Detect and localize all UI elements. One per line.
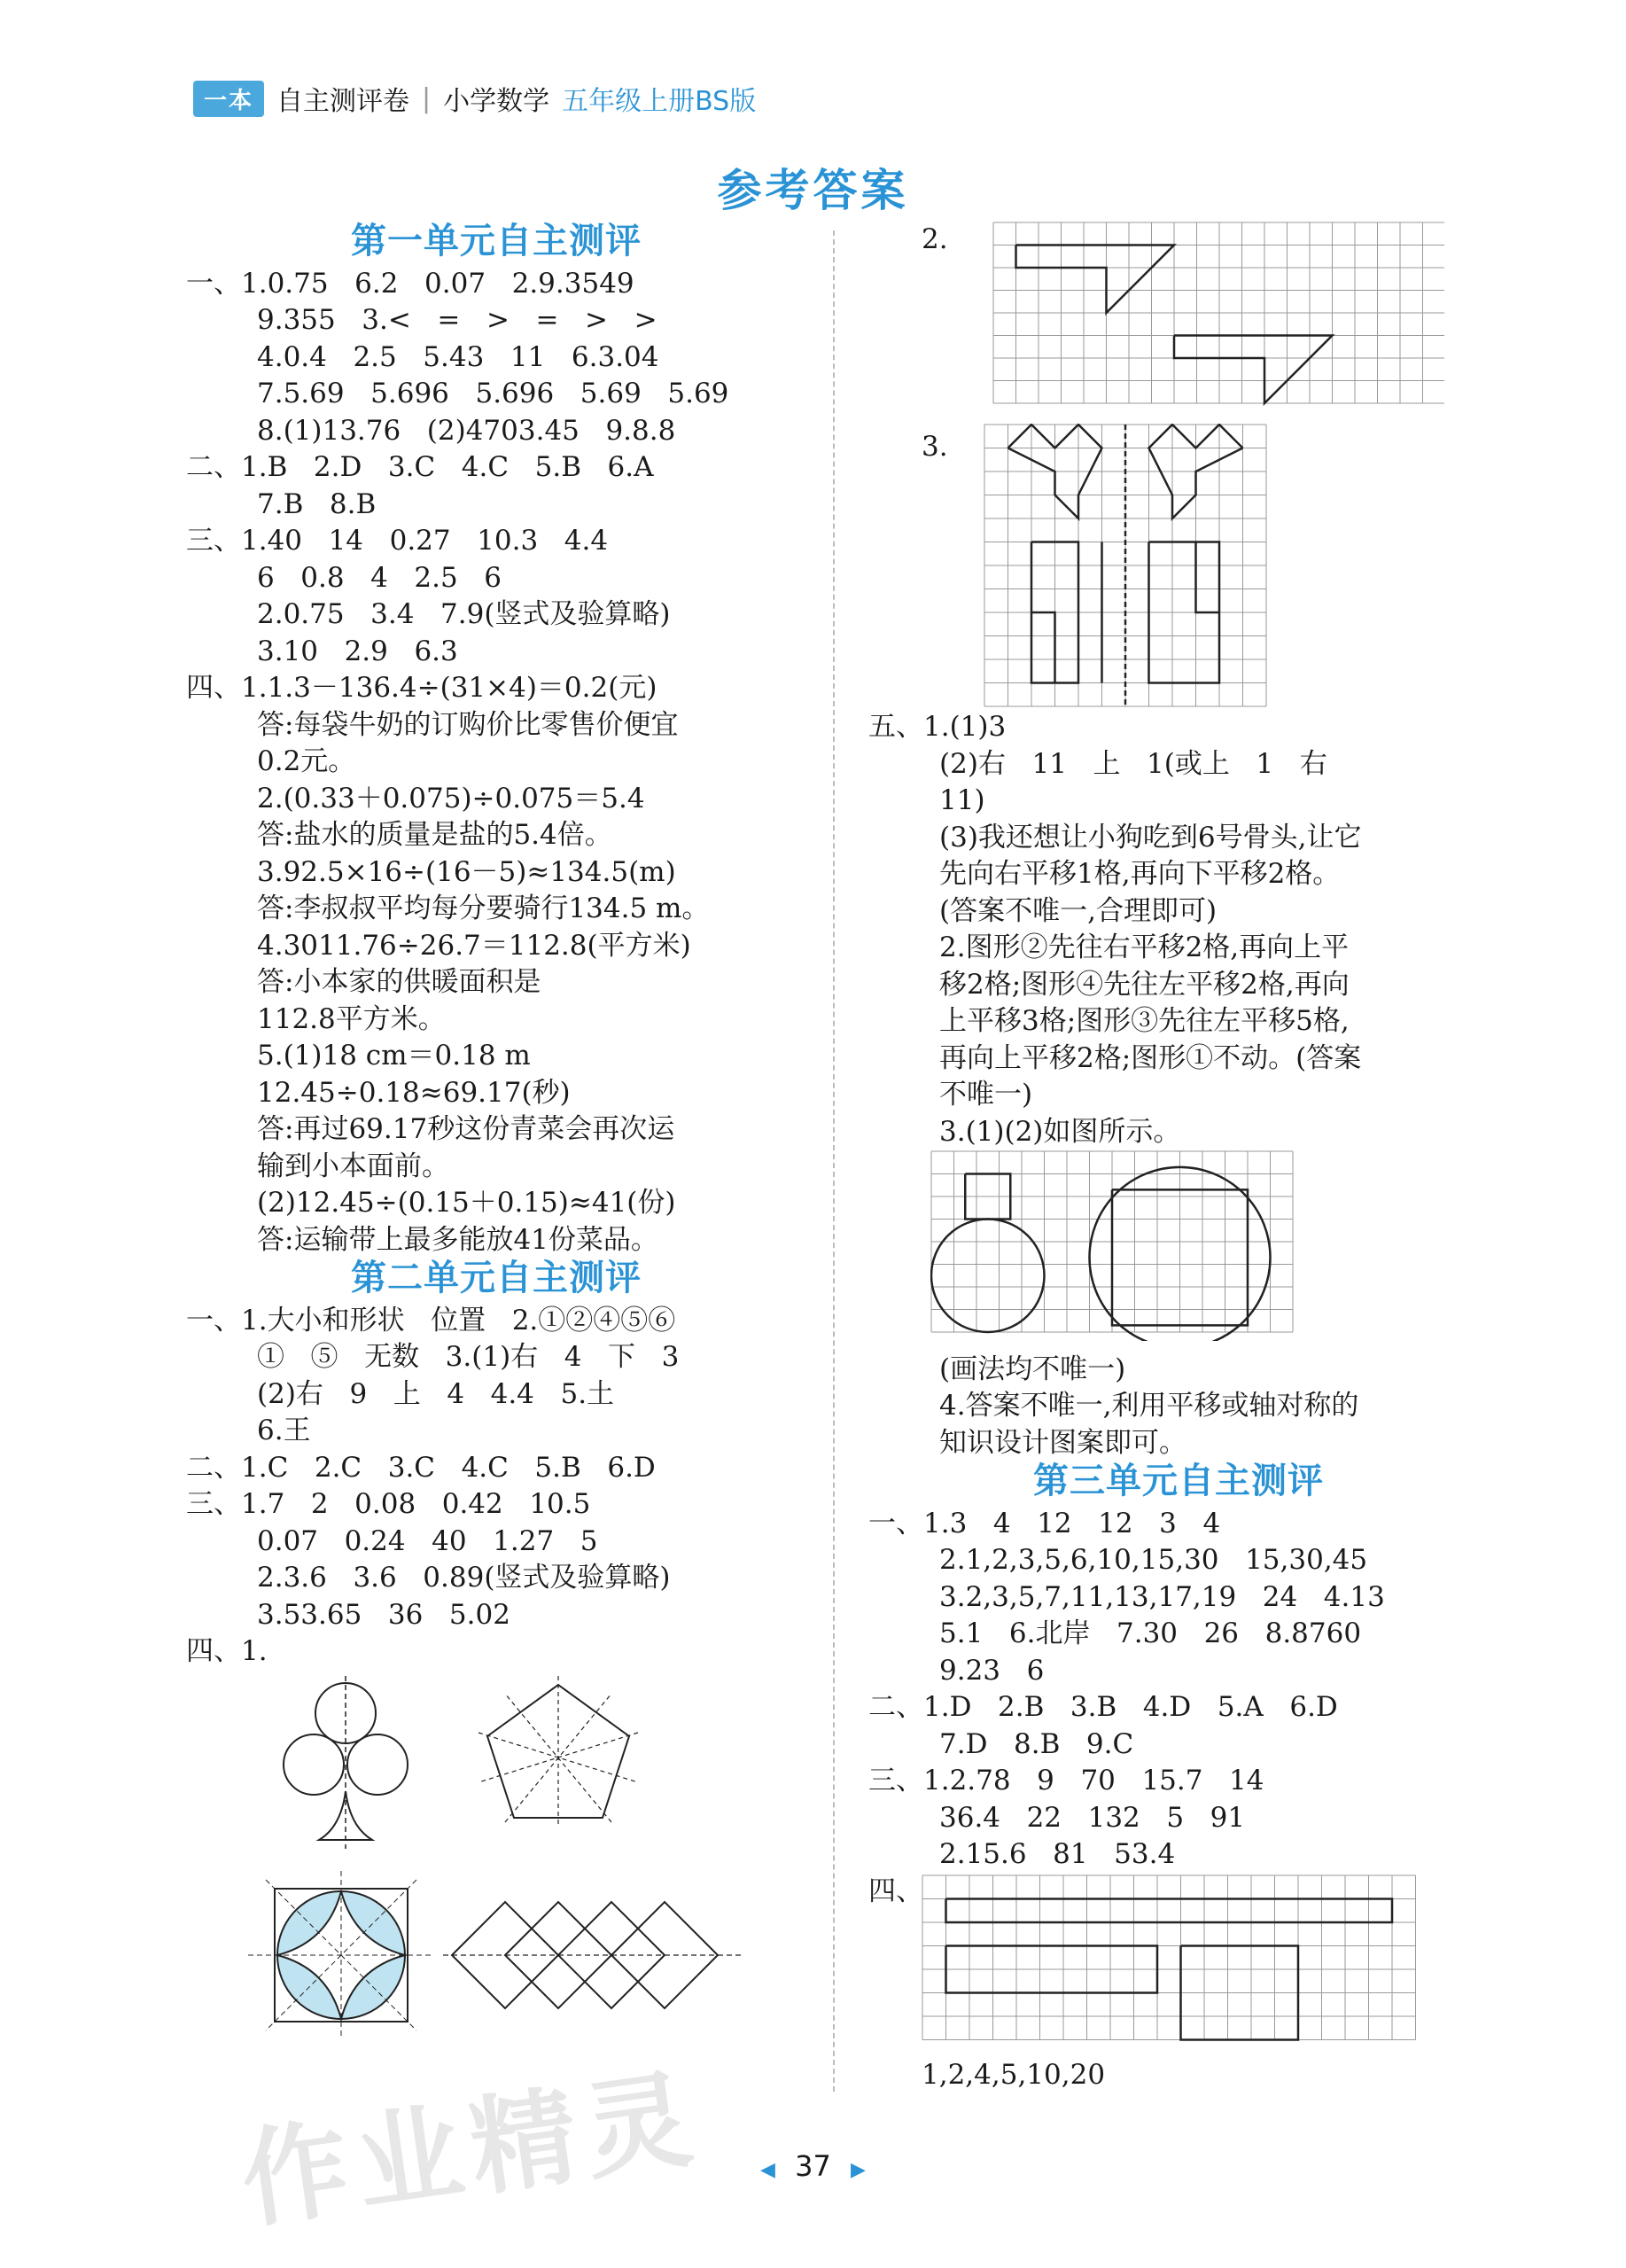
answer-line: 8.(1)13.76 (2)4703.45 9.8.8 [257, 414, 676, 447]
answer-line: 2.图形②先往右平移2格,再向上平 [939, 931, 1350, 963]
answer-line: ① ⑤ 无数 3.(1)右 4 下 3 [257, 1341, 680, 1373]
brand-logo: 一本 [193, 81, 264, 117]
q2-row [868, 222, 1489, 418]
answer-line: 答:小本家的供暖面积是 [257, 966, 541, 998]
answer-line: 答:李叔叔平均每分要骑行134.5 m。 [257, 892, 710, 924]
circle-square-grid [930, 1150, 1303, 1341]
rect-left-inner [1031, 612, 1055, 683]
answer-line: 9.355 3.< = > = > > [257, 304, 657, 336]
left-column [186, 222, 806, 2065]
answer-line: 4.3011.76÷26.7＝112.8(平方米) [257, 929, 691, 962]
answer-line: 四、1. [186, 1635, 268, 1667]
shape-translated [1174, 336, 1333, 404]
answer-line: 一、1.大小和形状 位置 2.①②④⑤⑥ [186, 1304, 676, 1337]
header-separator: | [422, 82, 432, 114]
page-footer [0, 2149, 1626, 2183]
page-header [193, 80, 756, 117]
rect-right-inner [1196, 542, 1220, 613]
answer-line: (答案不唯一,合理即可) [939, 894, 1218, 927]
page-title: 参考答案 [717, 165, 909, 216]
answer-line: 7.D 8.B 9.C [939, 1727, 1134, 1760]
answer-line: 2.0.75 3.4 7.9(竖式及验算略) [257, 598, 671, 630]
answer-line: 6 0.8 4 2.5 6 [257, 561, 502, 594]
factor-list: 1,2,4,5,10,20 [922, 2058, 1106, 2091]
answer-line: 二、1.B 2.D 3.C 4.C 5.B 6.A [186, 451, 654, 483]
unit2-section5-answers [868, 709, 1489, 1150]
answer-line: 6.王 [257, 1415, 311, 1446]
q3-label: 3. [922, 431, 948, 463]
answer-line: 112.8平方米。 [257, 1002, 446, 1035]
small-circle [931, 1220, 1045, 1333]
answer-line: 不唯一) [939, 1079, 1033, 1111]
grade-label: 五年级上册BS版 [562, 86, 757, 117]
answer-line: 4.答案不唯一,利用平移或轴对称的 [939, 1390, 1359, 1422]
answer-line: 再向上平移2格;图形①不动。(答案 [939, 1041, 1362, 1074]
right-column [868, 222, 1489, 2093]
q2-label: 2. [922, 223, 948, 255]
answer-line: 知识设计图案即可。 [939, 1426, 1186, 1459]
unit3-title: 第三单元自主测评 [1033, 1461, 1324, 1501]
answer-line: 3.(1)(2)如图所示。 [939, 1115, 1181, 1148]
answer-line: 二、1.C 2.C 3.C 4.C 5.B 6.D [186, 1451, 656, 1484]
answer-line: 四、1.1.3－136.4÷(31×4)＝0.2(元) [186, 672, 657, 704]
answer-line: 2.3.6 3.6 0.89(竖式及验算略) [257, 1562, 671, 1594]
answer-line: 输到小本面前。 [257, 1150, 449, 1182]
translation-grid [992, 222, 1444, 418]
answer-line: 7.5.69 5.696 5.696 5.69 5.69 [257, 378, 729, 409]
unit2-answers [186, 1303, 806, 1671]
answer-line: 0.2元。 [257, 745, 356, 777]
answer-line: 2.(0.33＋0.075)÷0.075＝5.4 [257, 782, 645, 814]
answer-line: 0.07 0.24 40 1.27 5 [257, 1524, 598, 1557]
answer-line: 三、1.2.78 9 70 15.7 14 [868, 1765, 1264, 1796]
shape-original [1016, 246, 1175, 314]
answer-line: 2.15.6 81 53.4 [939, 1838, 1176, 1870]
answer-line: 2.1,2,3,5,6,10,15,30 15,30,45 [939, 1544, 1368, 1576]
watermark: 作业精灵 [234, 2057, 708, 2244]
answer-line: 三、1.40 14 0.27 10.3 4.4 [186, 525, 609, 557]
answer-line: (2)12.45÷(0.15＋0.15)≈41(份) [257, 1187, 676, 1219]
answer-line: (3)我还想让小狗吃到6号骨头,让它 [939, 821, 1362, 853]
answer-line: 5.(1)18 cm＝0.18 m [257, 1040, 531, 1072]
answer-line: 5.1 6.北岸 7.30 26 8.8760 [939, 1617, 1362, 1649]
rect-long [946, 1899, 1393, 1923]
symmetry-figures [248, 1676, 762, 2048]
unit2-title: 第二单元自主测评 [351, 1258, 642, 1298]
answer-line: 3.10 2.9 6.3 [257, 635, 458, 667]
answer-line: 11) [939, 784, 985, 816]
answer-line: 答:运输带上最多能放41份菜品。 [257, 1223, 658, 1256]
answer-line: 答:再过69.17秒这份青菜会再次运 [257, 1113, 675, 1145]
next-arrow-icon: ▶ [851, 2159, 866, 2181]
answer-line: 12.45÷0.18≈69.17(秒) [257, 1076, 571, 1109]
answer-line: (画法均不唯一) [939, 1352, 1126, 1385]
answer-line: 9.23 6 [939, 1654, 1045, 1687]
answer-line: (2)右 11 上 1(或上 1 右 [939, 747, 1327, 780]
column-divider [833, 230, 835, 2092]
unit1-title: 第一单元自主测评 [351, 221, 642, 261]
answer-line: 3.2,3,5,7,11,13,17,19 24 4.13 [939, 1580, 1385, 1613]
answer-line: 二、1.D 2.B 3.B 4.D 5.A 6.D [868, 1691, 1338, 1723]
circle-square-figure [248, 1871, 434, 2039]
page-number: 37 [795, 2149, 831, 2183]
answer-line: 移2格;图形④先往左平移2格,再向 [939, 968, 1350, 1001]
subject-name: 小学数学 [443, 86, 550, 117]
answer-line: 五、1.(1)3 [868, 711, 1007, 743]
answer-line: 上平移3格;图形③先往左平移5格, [939, 1005, 1350, 1037]
unit2-section5-notes [868, 1352, 1489, 1462]
answer-line: 4.0.4 2.5 5.43 11 6.3.04 [257, 340, 659, 373]
answer-line: 答:每袋牛奶的订购价比零售价便宜 [257, 708, 679, 741]
answer-line: 答:盐水的质量是盐的5.4倍。 [257, 819, 612, 851]
reflection-grid [984, 424, 1285, 707]
answer-line: 7.B 8.B [257, 487, 377, 520]
diamond-chain-figure [443, 1902, 744, 2008]
prev-arrow-icon: ◀ [760, 2159, 775, 2181]
answer-line: 36.4 22 132 5 91 [939, 1801, 1246, 1834]
answer-line: 一、1.0.75 6.2 0.07 2.9.3549 [186, 267, 634, 300]
answer-line: 一、1.3 4 12 12 3 4 [868, 1507, 1221, 1539]
answer-line: 3.92.5×16÷(16－5)≈134.5(m) [257, 855, 676, 888]
unit1-answers [186, 266, 806, 1259]
answer-line: 四、 [868, 1874, 923, 1907]
answer-line: 先向右平移1格,再向下平移2格。 [939, 858, 1341, 890]
answer-line: 3.53.65 36 5.02 [257, 1598, 510, 1631]
answer-line: 三、1.7 2 0.08 0.42 10.5 [186, 1488, 591, 1520]
series-name: 自主测评卷 [276, 86, 410, 117]
unit3-answers [868, 1506, 1489, 1911]
rectangles-grid [922, 1874, 1427, 2052]
answer-line: (2)右 9 上 4 4.4 5.土 [257, 1377, 615, 1410]
q3-row [868, 424, 1489, 707]
